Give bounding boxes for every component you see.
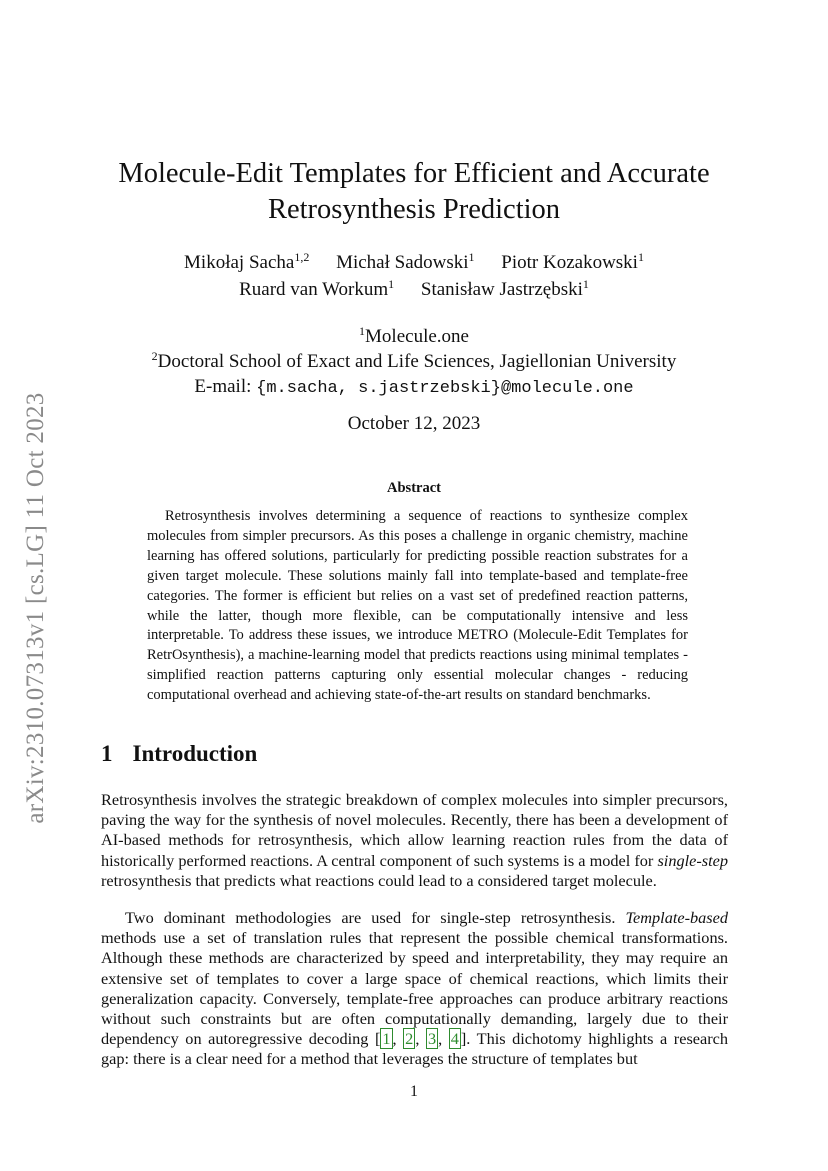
author: Piotr Kozakowski$^1$ — [501, 250, 644, 273]
email-address[interactable]: {m.sacha, s.jastrzebski}@molecule.one — [256, 379, 634, 398]
author: Stanisław Jastrzębski$^1$ — [420, 277, 589, 300]
abstract-body: Retrosynthesis involves determining a sequence of reactions to synthesize complex molecules from simpler precursors. As this poses a challenge in organic chemistry, machine learning has offered solutions, particularly for predicting possible reaction substrates for a given target molecule. These solutions mainly fall into template-based and template-free categories. The former is efficient but relies on a vast set of predefined reaction patterns, while the latter, though more flexible, can be computationally intensive and less interpretable. To address these issues, we introduce METRO (Molecule-Edit Templates for RetrOsynthesis), a machine-learning model that predicts reactions using minimal templates - simplified reaction patterns capturing only essential molecular changes - reducing computational overhead and achieving state-of-the-art results on standard benchmarks. — [147, 508, 688, 704]
citation-link[interactable]: 2 — [405, 1029, 414, 1049]
affiliations — [0, 324, 828, 401]
affiliation: $^1$Molecule.one — [359, 324, 469, 347]
section-title: Introduction — [132, 741, 258, 766]
section-heading — [101, 741, 257, 767]
author: Michał Sadowski$^1$ — [336, 250, 475, 273]
title-line-2: Retrosynthesis Prediction — [267, 194, 561, 225]
abstract-heading: Abstract — [387, 480, 441, 496]
emphasis-text: single-step — [657, 850, 728, 870]
title-line-1: Molecule-Edit Templates for Efficient and Accurate — [118, 158, 710, 189]
author: Ruard van Workum$^1$ — [239, 277, 395, 300]
section-number: 1 — [101, 741, 113, 766]
intro-paragraph-1: Retrosynthesis involves the strategic breakdown of complex molecules into simpler precursors, paving the way for the synthesis of novel molecules. Recently, there has been a development of AI-based methods for retrosynthesis, which allow learning reaction rules from the data of historically performed reactions. A central component of such systems is a model for single-step retrosynthesis that predicts what reactions could lead to a considered target molecule. — [101, 790, 728, 890]
author-list — [0, 249, 828, 303]
arxiv-sidebar-stamp — [14, 365, 58, 850]
intro-paragraph-2: Two dominant methodologies are used for single-step retrosynthesis. Template-based methods use a set of translation rules that represent the possible chemical transformations. Although these methods are characterized by speed and interpretability, they may require an extensive set of templates to cover a large space of chemical reactions, which limits their generalization capacity. Conversely, template-free approaches can produce arbitrary reactions without such constraints but are often computationally demanding, largely due to their dependency on autoregressive decoding [ 1 , 2 , 3 , 4 ]. This dichotomy highlights a research gap: there is a clear need for a method that leverages the structure of templates but — [101, 908, 729, 1069]
author: Mikołaj Sacha$^{1,2}$ — [184, 250, 310, 273]
citation-link[interactable]: 4 — [450, 1029, 459, 1049]
email-line: E-mail: {m.sacha, s.jastrzebski}@molecule.one — [194, 376, 634, 398]
affiliation: $^2$Doctoral School of Exact and Life Sciences, Jagiellonian University — [151, 349, 677, 372]
page-number: 1 — [410, 1083, 418, 1100]
paper-title — [0, 156, 828, 228]
publication-date: October 12, 2023 — [347, 413, 481, 434]
arxiv-identifier: arXiv:2310.07313v1 [cs.LG] 11 Oct 2023 — [22, 391, 49, 824]
citation-link[interactable]: 3 — [427, 1029, 437, 1049]
citation-link[interactable]: 1 — [382, 1029, 391, 1049]
emphasis-text: Template-based — [625, 908, 728, 927]
